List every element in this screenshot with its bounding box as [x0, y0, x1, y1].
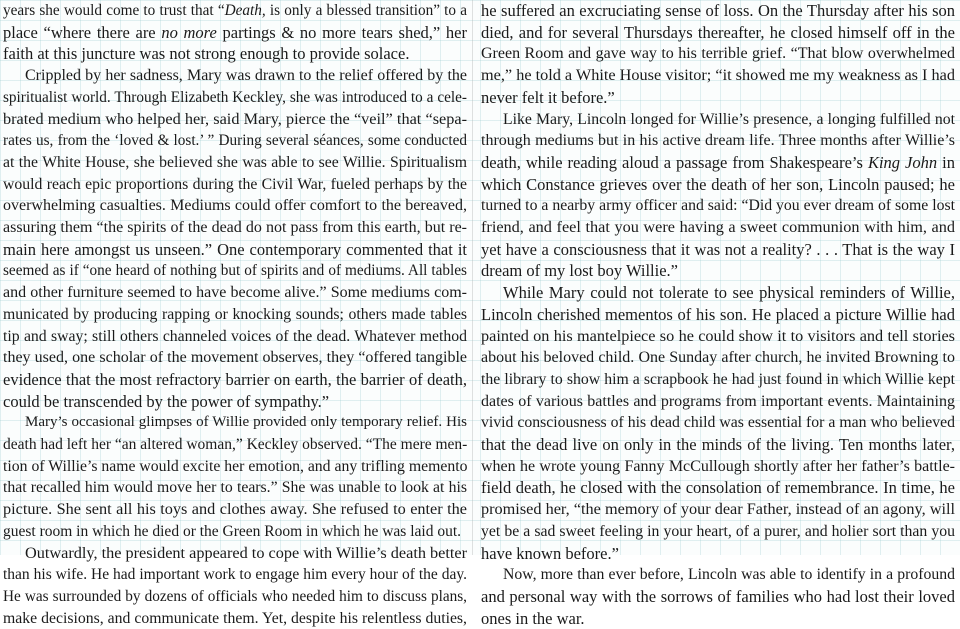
text-line: Green Room and gave way to his terrible grief. “That blow overwhelmed [481, 45, 955, 63]
text-line: and other furniture seemed to have become alive.” Some mediums com- [3, 284, 467, 302]
text-line: guest room in which he died or the Green Room in which he was laid out. [3, 522, 462, 540]
text-line: the library to show him a scrapbook he had just found in which Willie kept [481, 370, 955, 388]
text-line: about his beloved child. One Sunday after church, he invited Browning to [481, 349, 955, 367]
text-line: make decisions, and communicate them. Yet, despite his relentless duties, [3, 609, 467, 627]
text-line: yet have a consciousness that it was not a reality? . . . That is the way I [481, 239, 955, 259]
text-line: never felt it before.” [481, 87, 615, 107]
left-column [3, 0, 467, 629]
text-line: brated medium who helped her, said Mary, pierce the “veil” that “sepa- [3, 109, 467, 128]
text-line: years she would come to trust that “Death, is only a blessed transition” to a [3, 2, 467, 19]
text-line: faith at this juncture was not strong enough to provide solace. [3, 44, 410, 64]
text-line: Now, more than ever before, Lincoln was able to identify in a profound [503, 566, 955, 584]
text-line: they used, one scholar of the movement observes, they “offered tangible [3, 349, 467, 367]
text-line: painted on his mantelpiece so he could show it to visitors and tell stories [481, 326, 955, 345]
text-line: assuring them “the spirits of the dead do not pass from this earth, but re- [3, 219, 467, 237]
text-line: municated by producing rapping or knocking sounds; others made tables [3, 305, 467, 323]
text-line: at the White House, she believed she was able to see Willie. Spiritualism [3, 153, 467, 171]
text-line: He was surrounded by dozens of officials who needed him to discuss plans, [3, 587, 467, 605]
text-line: spiritualist world. Through Elizabeth Keckley, she was introduced to a cele- [3, 88, 467, 106]
text-line: turned to a nearby army officer and said: “Did you ever dream of some lost [481, 197, 955, 215]
text-line: rates us, from the ‘loved & lost.’ ” During several séances, some conducted [3, 132, 467, 150]
text-line: picture. She sent all his toys and clothes away. She refused to enter the [3, 500, 467, 519]
text-line: While Mary could not tolerate to see physical reminders of Willie, [503, 283, 955, 303]
text-line: when he wrote young Fanny McCullough shortly after her father’s battle- [481, 457, 955, 475]
text-line: than his wife. He had important work to engage him every hour of the day. [3, 566, 467, 584]
text-line: me,” he told a White House visitor; “it showed me my weakness as I had [481, 66, 955, 85]
text-line: dates of various battles and programs from important events. Maintaining [481, 392, 955, 410]
text-line: Crippled by her sadness, Mary was drawn to the relief offered by the [25, 67, 467, 85]
text-line: have known before.” [481, 543, 619, 563]
text-line: overwhelming casualties. Mediums could offer comfort to the bereaved, [3, 197, 467, 215]
text-line: place “where there are no more partings & no more tears shed,” her [3, 22, 467, 42]
text-line: Outwardly, the president appeared to cope with Willie’s death better [25, 543, 467, 562]
text-line: evidence that the most refractory barrier on earth, the barrier of death, [3, 369, 467, 389]
text-line: could be transcended by the power of sympathy.” [3, 391, 330, 411]
text-line: ones in the war. [481, 608, 585, 628]
text-line: and personal way with the sorrows of families who had lost their loved [481, 586, 955, 606]
text-line: death, while reading aloud a passage from Shakespeare’s King John in [481, 152, 955, 172]
text-line: death had left her “an altered woman,” Keckley observed. “The mere men- [3, 436, 467, 454]
text-line: tip and sway; still others channeled voices of the dead. Whatever method [3, 327, 467, 345]
text-line: through mediums but in his active dream life. Three months after Willie’s [481, 132, 955, 150]
text-line: Mary’s occasional glimpses of Willie provided only temporary relief. His [25, 414, 467, 431]
column-gutter [472, 0, 473, 555]
text-line: tion of Willie’s name would excite her emotion, and any trifling memento [3, 457, 467, 475]
text-line: which Constance grieves over the death of her son, Lincoln paused; he [481, 174, 955, 194]
text-line: seemed as if “one heard of nothing but of spirits and of mediums. All tables [3, 262, 467, 280]
text-line: he suffered an excruciating sense of loss. On the Thursday after his son [481, 1, 955, 20]
text-line: friend, and feel that you were having a sweet communion with him, and [481, 218, 955, 237]
text-line: promised her, “the memory of your dear Father, instead of an agony, will [481, 500, 955, 519]
text-line: field death, he closed with the consolation of remembrance. In time, he [481, 478, 955, 498]
right-column [481, 0, 955, 629]
text-line: yet be a sad sweet feeling in your heart, of a purer, and holier sort than you [481, 522, 955, 540]
text-line: vivid consciousness of his dead child was essential for a man who believed [481, 414, 955, 432]
text-line: Like Mary, Lincoln longed for Willie’s presence, a longing fulfilled not [503, 110, 955, 128]
text-line: died, and for several Thursdays thereafter, he closed himself off in the [481, 22, 955, 42]
text-line: Lincoln cherished mementos of his son. He placed a picture Willie had [481, 304, 955, 324]
text-line: that recalled him would move her to tears.” She was unable to look at his [3, 479, 467, 497]
text-line: that the dead live on only in the minds of the living. Ten months later, [481, 435, 955, 455]
text-line: main here amongst us unseen.” One contemporary commented that it [3, 239, 467, 259]
text-line: dream of my lost boy Willie.” [481, 261, 678, 281]
text-line: would reach epic proportions during the Civil War, fueled perhaps by the [3, 175, 467, 193]
